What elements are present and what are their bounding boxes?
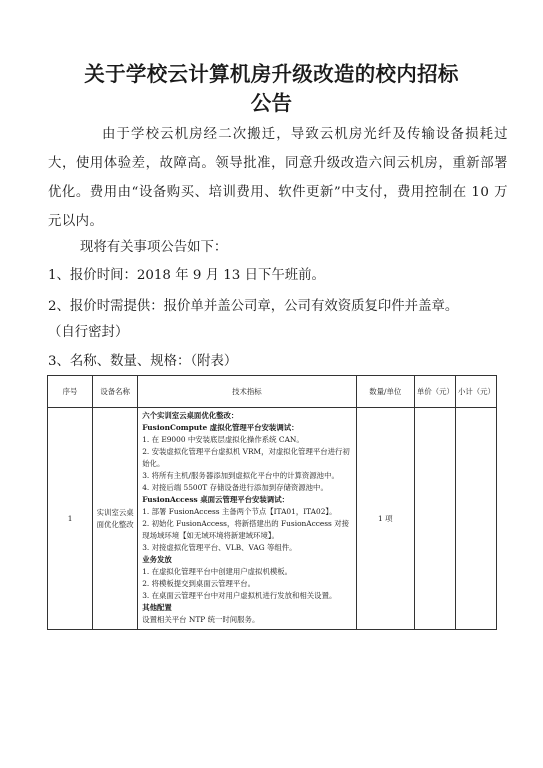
cell-no: 1 [48,408,93,630]
spec-line: 2. 初始化 FusionAccess，将新搭建出的 FusionAccess 对接现场域环境【如无域环境将新建域环境】。 [142,519,349,540]
header-price: 单价（元） [414,376,455,408]
spec-table [47,375,497,630]
header-name: 设备名称 [93,376,138,408]
spec-line: 1. 部署 FusionAccess 主备两个节点【ITA01，ITA02】。 [142,507,337,516]
body-paragraph: 由于学校云机房经二次搬迁，导致云机房光纤及传输设备损耗过大，使用体验差，故障高。领导批准，同意升级改造六间云机房，重新部署优化。费用由“设备购买、培训费用、软件更新”中支付，费用控制在 10 万元以内。 [48,127,508,229]
title-line-1: 关于学校云计算机房升级改造的校内招标 [84,62,459,86]
item-quote-time: 1、报价时间：2018 年 9 月 13 日下午班前。 [48,268,325,283]
cell-qty: 1 项 [356,408,414,630]
header-qty: 数量/单位 [356,376,414,408]
intro-text: 现将有关事项公告如下： [80,240,228,255]
document-title [40,60,503,118]
item-spec-intro: 3、名称、数量、规格：（附表） [48,354,238,369]
spec-line: 3. 将所有主机/服务器添加到虚拟化平台中的计算资源池中。 [142,471,339,480]
cell-total [455,408,496,630]
cell-name: 实训室云桌面优化整改 [93,408,138,630]
cell-price [414,408,455,630]
spec-line: 4. 对接后端 5500T 存储设备进行添加到存储资源池中。 [142,483,328,492]
header-spec: 技术指标 [138,376,356,408]
spec-line: FusionCompute 虚拟化管理平台安装调试： [142,423,299,432]
spec-line: 1. 在 E9000 中安装底层虚拟化操作系统 CAN。 [142,435,304,444]
spec-line: 1. 在虚拟化管理平台中创建用户虚拟机模板。 [142,567,293,576]
spec-line: FusionAccess 桌面云管理平台安装调试： [142,495,289,504]
item-required-docs-note: （自行密封） [48,325,129,340]
header-total: 小计（元） [455,376,496,408]
spec-line: 2. 将模板提交到桌面云管理平台。 [142,579,256,588]
table-row [48,408,497,630]
spec-line: 3. 对接虚拟化管理平台、VLB、VAG 等组件。 [142,543,297,552]
table-header-row [48,376,497,408]
header-no: 序号 [48,376,93,408]
spec-line: 设置相关平台 NTP 统一时间服务。 [142,615,260,624]
item-required-docs: 2、报价时需提供：报价单并盖公司章，公司有效资质复印件并盖章。 [48,299,459,314]
spec-line: 2. 安装虚拟化管理平台虚拟机 VRM，对虚拟化管理平台进行初始化。 [142,447,350,468]
spec-line: 其他配置 [142,603,172,612]
spec-line: 3. 在桌面云管理平台中对用户虚拟机进行发放和相关设置。 [142,591,337,600]
spec-line: 业务发放 [142,555,172,564]
spec-line: 六个实训室云桌面优化整改： [142,411,239,420]
cell-spec [138,408,356,630]
title-line-2: 公告 [250,91,293,115]
